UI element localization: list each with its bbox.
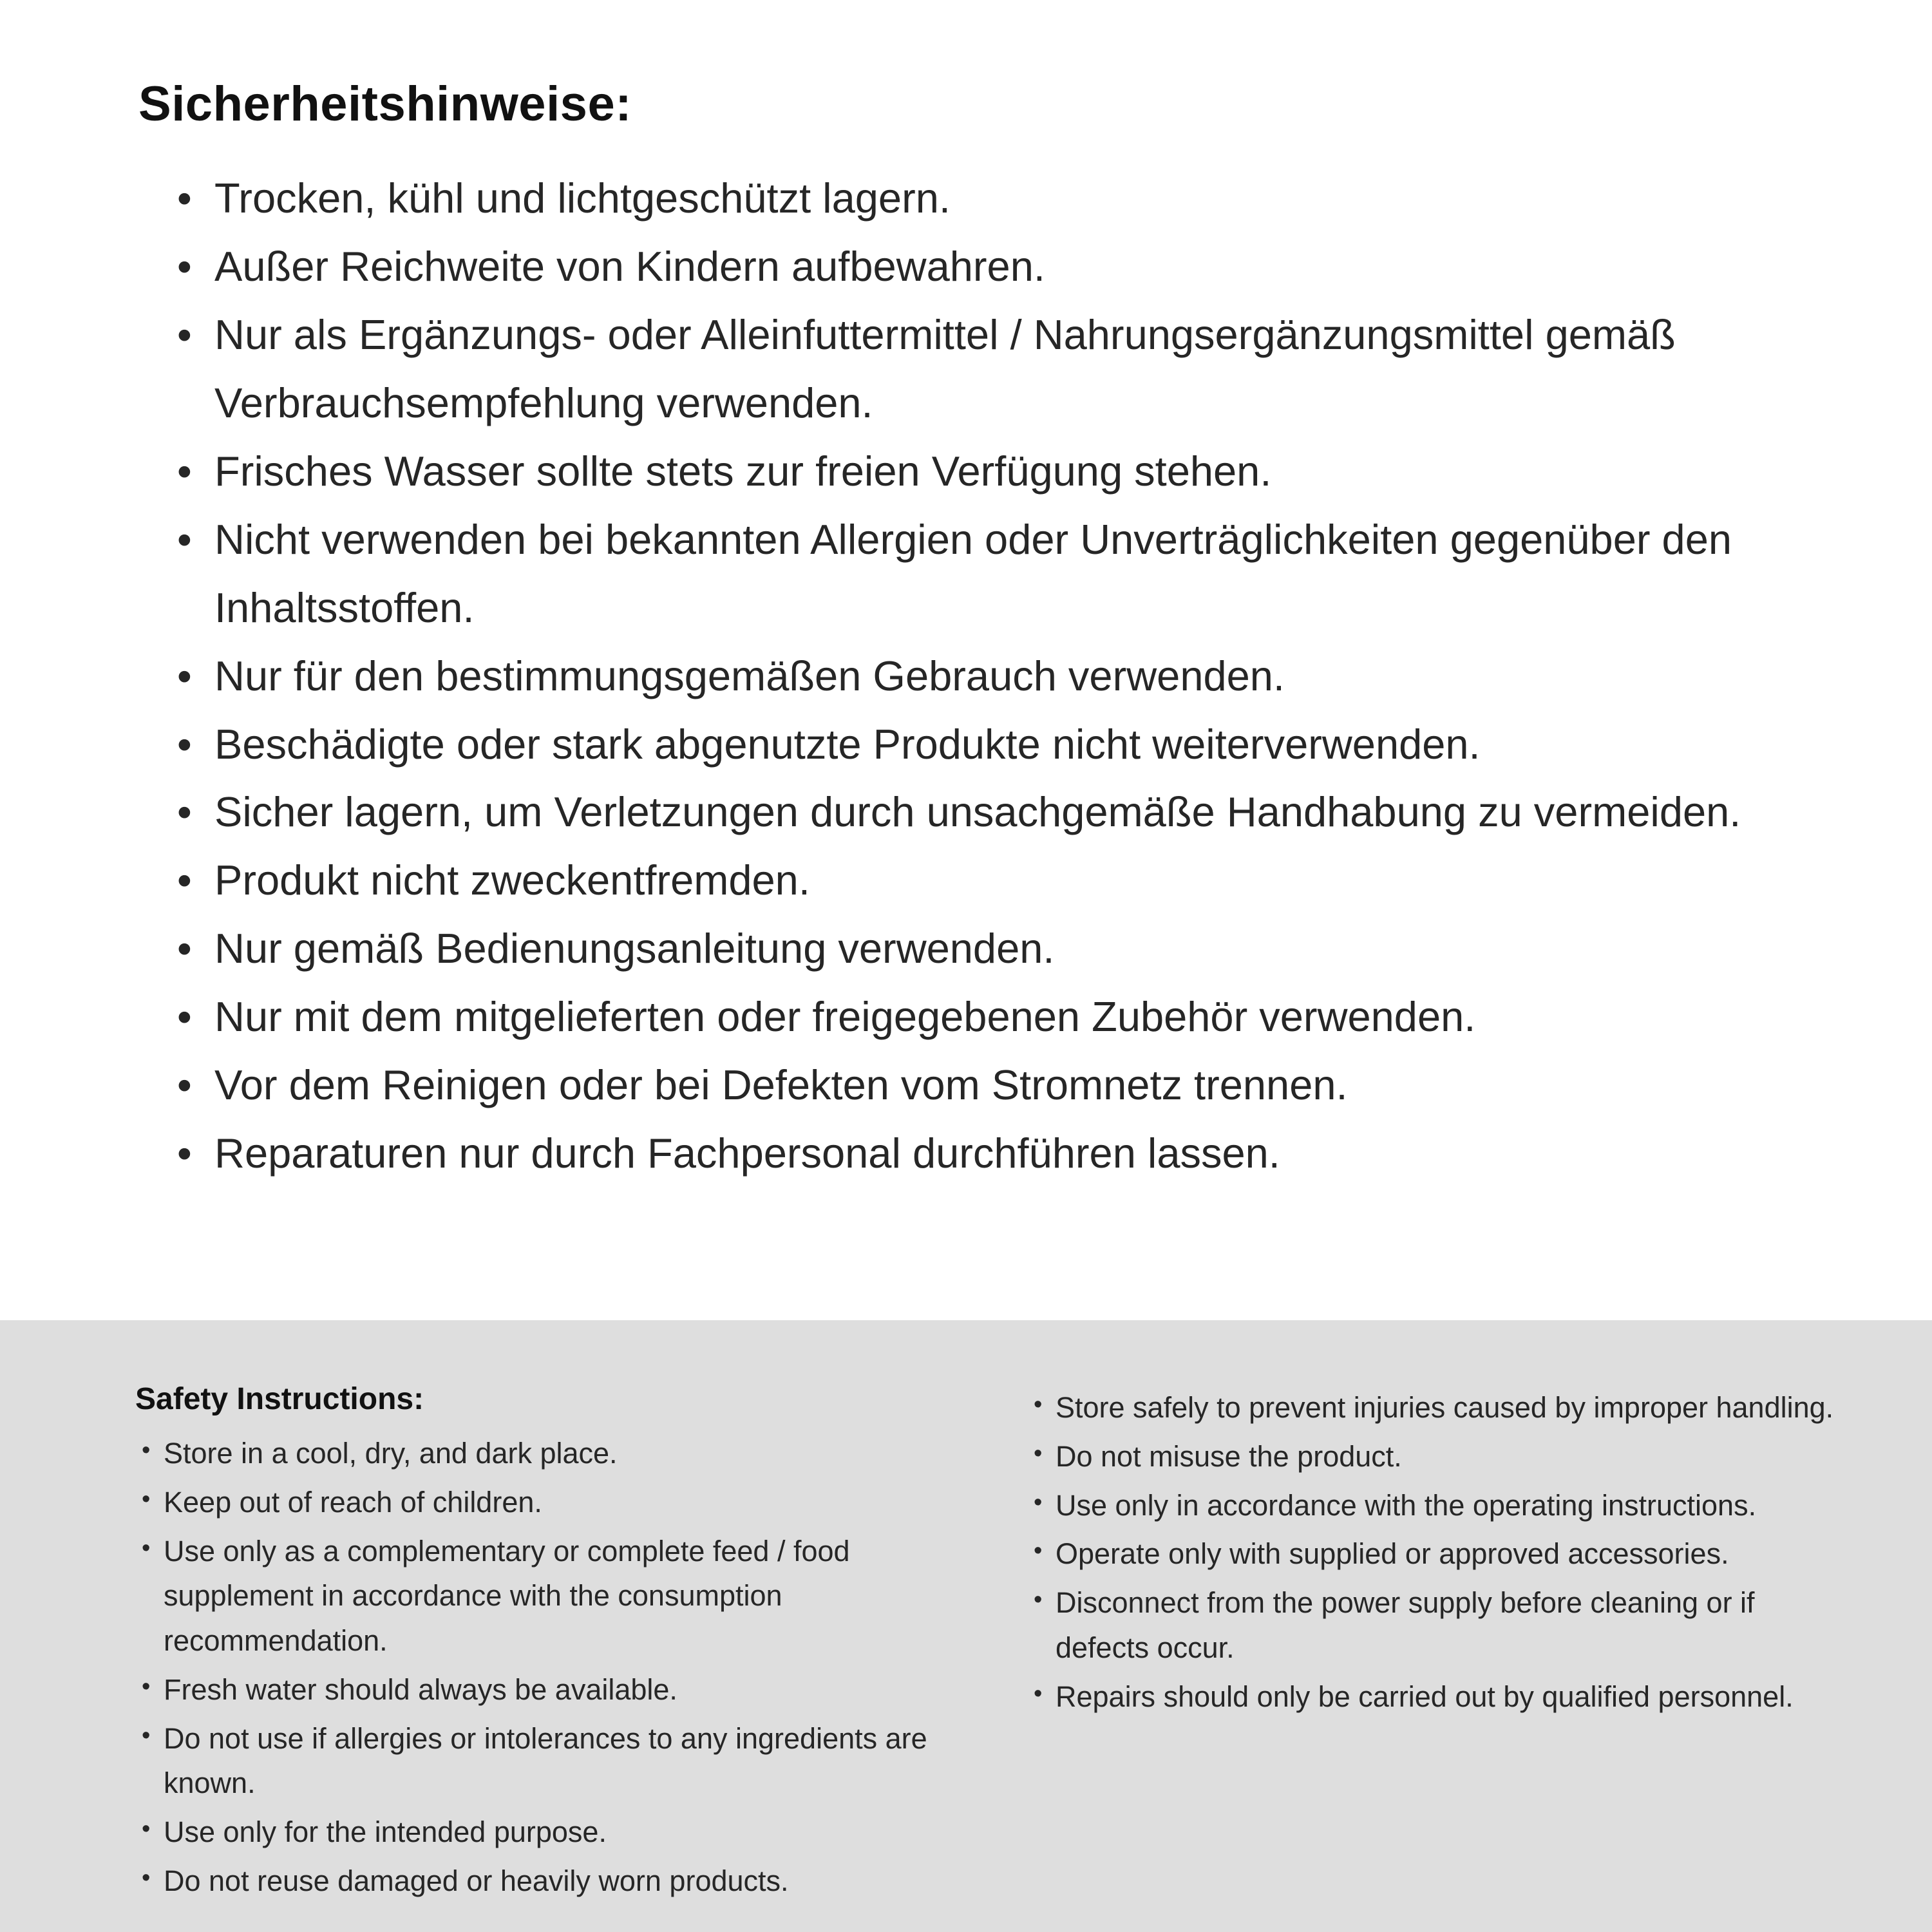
german-safety-item: • Beschädigte oder stark abgenutzte Produkte nicht weiterverwenden. — [177, 710, 1823, 779]
english-safety-item: • Do not use if allergies or intolerances to any ingredients are known. — [135, 1716, 943, 1806]
german-safety-list — [138, 164, 1823, 1188]
german-section-title: Sicherheitshinweise: — [138, 77, 632, 131]
german-safety-item: • Nur mit dem mitgelieferten oder freigegebenen Zubehör verwenden. — [177, 983, 1823, 1051]
english-safety-item: • Do not reuse damaged or heavily worn products. — [135, 1859, 943, 1904]
english-safety-item: • Use only for the intended purpose. — [135, 1810, 943, 1855]
german-safety-item: • Produkt nicht zweckentfremden. — [177, 846, 1823, 914]
english-safety-item: • Do not misuse the product. — [1027, 1434, 1835, 1479]
german-safety-item: • Nur für den bestimmungsgemäßen Gebrauch verwenden. — [177, 642, 1823, 710]
german-safety-item: • Trocken, kühl und lichtgeschützt lagern. — [177, 164, 1823, 232]
english-safety-item: • Keep out of reach of children. — [135, 1480, 943, 1525]
german-safety-item: • Nicht verwenden bei bekannten Allergien oder Unverträglichkeiten gegenüber den Inhaltsstoffen. — [177, 506, 1823, 642]
german-safety-item: • Nur als Ergänzungs- oder Alleinfuttermittel / Nahrungsergänzungsmittel gemäß Verbrauchsempfehlung verwenden. — [177, 301, 1823, 437]
english-safety-item: • Operate only with supplied or approved accessories. — [1027, 1531, 1835, 1577]
english-safety-item: • Use only as a complementary or complete feed / food supplement in accordance with the consumption recommendation. — [135, 1529, 943, 1663]
german-safety-item: • Nur gemäß Bedienungsanleitung verwenden. — [177, 914, 1823, 983]
english-safety-item: • Repairs should only be carried out by qualified personnel. — [1027, 1674, 1835, 1719]
english-safety-item: • Store in a cool, dry, and dark place. — [135, 1431, 943, 1476]
german-safety-item: • Sicher lagern, um Verletzungen durch unsachgemäße Handhabung zu vermeiden. — [177, 778, 1823, 846]
english-section-title: Safety Instructions: — [135, 1382, 424, 1416]
english-safety-list-left — [135, 1431, 943, 1904]
english-safety-item: • Use only in accordance with the operating instructions. — [1027, 1483, 1835, 1528]
german-safety-item: • Frisches Wasser sollte stets zur freien Verfügung stehen. — [177, 437, 1823, 506]
german-safety-item: • Außer Reichweite von Kindern aufbewahren. — [177, 232, 1823, 301]
german-safety-item: • Vor dem Reinigen oder bei Defekten vom Stromnetz trennen. — [177, 1051, 1823, 1119]
english-safety-section — [0, 1320, 1932, 1932]
german-safety-item: • Reparaturen nur durch Fachpersonal durchführen lassen. — [177, 1119, 1823, 1188]
english-safety-item: • Fresh water should always be available. — [135, 1667, 943, 1712]
english-left-column — [135, 1381, 943, 1932]
english-safety-item: • Disconnect from the power supply before cleaning or if defects occur. — [1027, 1580, 1835, 1671]
english-safety-list-right — [1027, 1385, 1835, 1719]
english-right-column — [1027, 1381, 1835, 1932]
english-safety-item: • Store safely to prevent injuries caused by improper handling. — [1027, 1385, 1835, 1430]
